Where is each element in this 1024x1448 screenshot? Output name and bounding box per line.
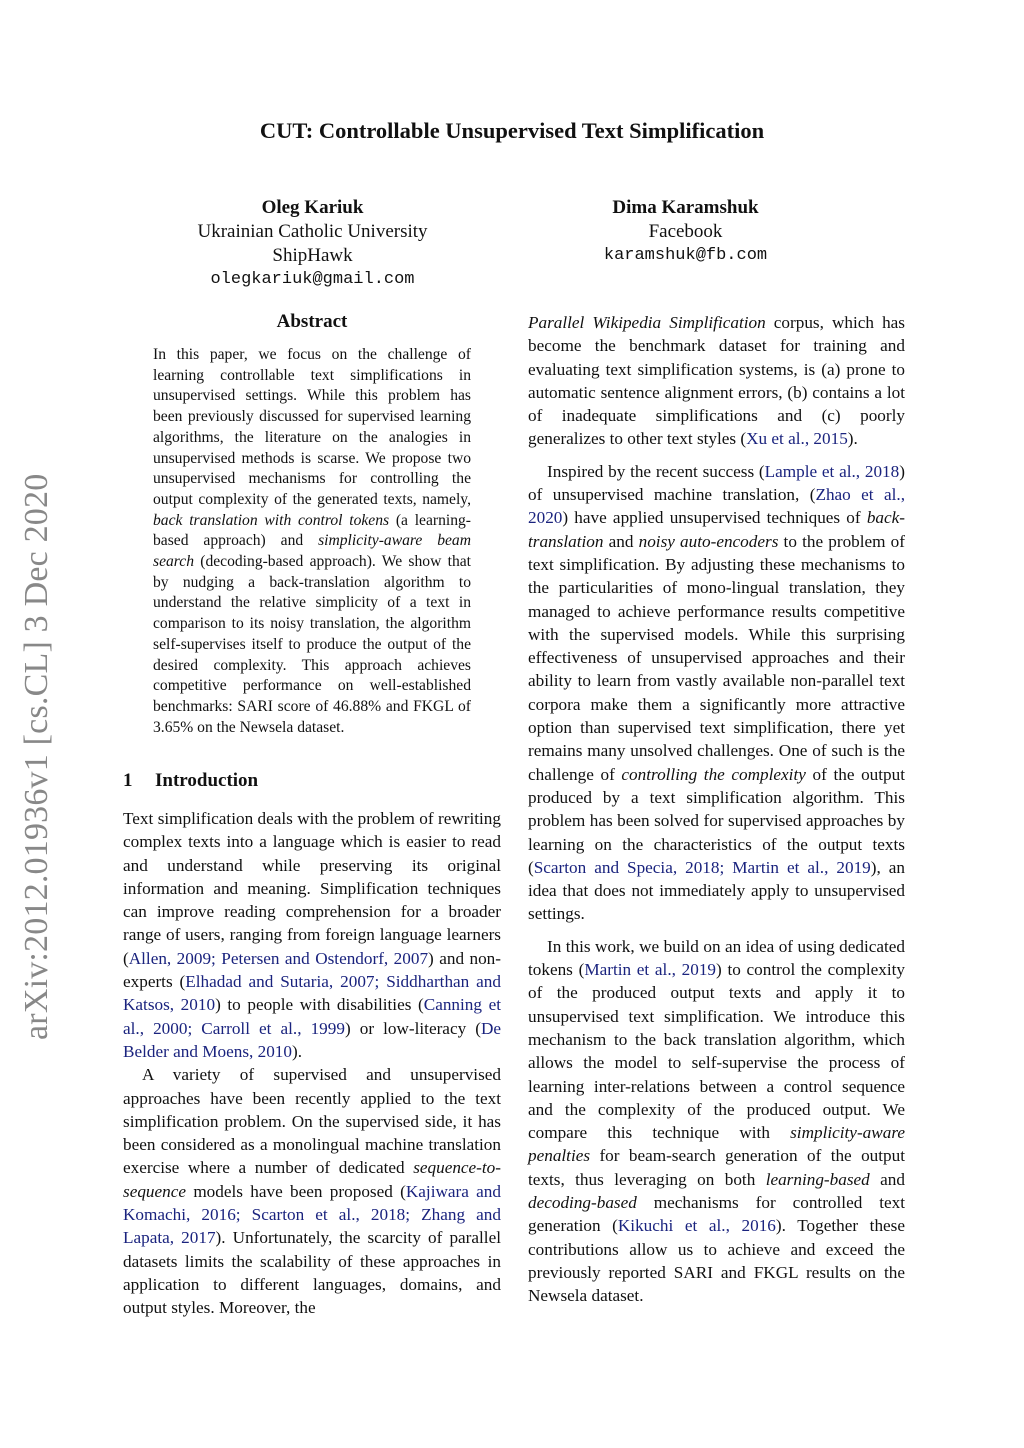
section-heading [123, 770, 503, 792]
author-block-1 [120, 196, 505, 292]
paragraph: A variety of supervised and unsupervised approaches have been recently applied to the text simplification problem. On the supervised side, it has been considered as a monolingual machine translation exercise where a number of dedicated sequence-to-sequence models have been proposed (Kajiwara and Komachi, 2016; Scarton et al., 2018; Zhang and Lapata, 2017). Unfortunately, the scarcity of parallel datasets limits the scalability of these approaches in application to different languages, domains, and output styles. Moreover, the [123, 1065, 501, 1318]
paragraph: Parallel Wikipedia Simplification corpus, which has become the benchmark dataset for training and evaluating text simplification systems, is (a) prone to automatic sentence alignment errors, (b) contains a lot of inadequate simplifications and (c) poorly generalizes to other text styles (Xu et al., 2015). [528, 313, 905, 449]
author-affiliation: ShipHawk [272, 245, 353, 266]
right-column [528, 311, 905, 1307]
author-name: Dima Karamshuk [612, 197, 759, 218]
citation-link[interactable]: Allen, 2009; Petersen and Ostendorf, 2007 [128, 948, 429, 968]
citation-link[interactable]: Scarton and Specia, 2018; Martin et al., 2019 [533, 857, 871, 877]
author-block-2 [528, 196, 843, 268]
paragraph: Inspired by the recent success (Lample et al., 2018) of unsupervised machine translation, (Zhao et al., 2020) have applied unsupervised techniques of back-translation and noisy auto-encoders to the problem of text simplification. By adjusting these mechanisms to the particularities of mono-lingual translation, they managed to achieve performance results competitive with the supervised models. While this surprising effectiveness of unsupervised approaches and their ability to learn from vastly available non-parallel text corpora make them a significantly more attractive option than supervised text simplification, there yet remains many unsolved challenges. One of such is the challenge of controlling the complexity of the output produced by a text simplification algorithm. This problem has been solved for supervised approaches by learning on the characteristics of the output texts (Scarton and Specia, 2018; Martin et al., 2019), an idea that does not immediately apply to unsupervised settings. [528, 461, 906, 924]
arxiv-stamp: arXiv:2012.01936v1 [cs.CL] 3 Dec 2020 [18, 473, 55, 1040]
abstract-heading: Abstract [276, 311, 348, 332]
author-affiliation: Facebook [648, 221, 723, 242]
citation-link[interactable]: Martin et al., 2019 [584, 960, 717, 980]
citation-link[interactable]: De Belder and Moens, 2010 [123, 1018, 501, 1061]
left-column [123, 807, 501, 1320]
citation-link[interactable]: Kajiwara and Komachi, 2016; Scarton et al., 2018; Zhang and Lapata, 2017 [123, 1181, 501, 1248]
abstract-text: In this paper, we focus on the challenge of learning controllable text simplifications in unsupervised settings. While this problem has been previously discussed for supervised learning algorithms, the literature on the analogies in unsupervised methods is scarse. We propose two unsupervised mechanisms for controlling the output complexity of the generated texts, namely, back translation with control tokens (a learning-based approach) and simplicity-aware beam search (decoding-based approach). We show that by nudging a back-translation algorithm to understand the relative simplicity of a text in comparison to its noisy translation, the algorithm self-supervises itself to produce the output of the desired complexity. This approach achieves competitive performance on well-established benchmarks: SARI score of 46.88% and FKGL of 3.65% on the Newsela dataset. [153, 346, 471, 736]
citation-link[interactable]: Elhadad and Sutaria, 2007; Siddharthan and Katsos, 2010 [123, 972, 501, 1015]
citation-link[interactable]: Zhao et al., 2020 [528, 485, 905, 528]
section-title: Introduction [155, 770, 259, 791]
paragraph: Text simplification deals with the problem of rewriting complex texts into a language which is easier to read and understand while preserving its original information and meaning. Simplification techniques can improve reading comprehension for a broader range of users, ranging from foreign language learners (Allen, 2009; Petersen and Ostendorf, 2007) and non-experts (Elhadad and Sutaria, 2007; Siddharthan and Katsos, 2010) to people with disabilities (Canning et al., 2000; Carroll et al., 1999) or low-literacy (De Belder and Moens, 2010). [123, 809, 501, 1061]
section-number: 1 [123, 770, 133, 791]
citation-link[interactable]: Lample et al., 2018 [764, 461, 900, 481]
paper-title: CUT: Controllable Unsupervised Text Simplification [259, 118, 765, 143]
citation-link[interactable]: Xu et al., 2015 [746, 429, 848, 449]
author-email[interactable]: olegkariuk@gmail.com [210, 270, 415, 289]
author-email[interactable]: karamshuk@fb.com [603, 246, 768, 265]
paragraph: In this work, we build on an idea of using dedicated tokens (Martin et al., 2019) to control the complexity of the produced output texts and apply it to unsupervised text simplification. We introduce this mechanism to the back translation algorithm, which allows the model to self-supervise the process of learning inter-relations between a control sequence and the complexity of the produced output. We compare this technique with simplicity-aware penalties for beam-search generation of the output texts, thus leveraging on both learning-based and decoding-based mechanisms for controlled text generation (Kikuchi et al., 2016). Together these contributions allow us to achieve and exceed the previously reported SARI and FKGL results on the Newsela dataset. [528, 936, 906, 1306]
author-affiliation: Ukrainian Catholic University [197, 221, 428, 242]
author-name: Oleg Kariuk [261, 197, 364, 218]
citation-link[interactable]: Canning et al., 2000; Carroll et al., 1999 [123, 995, 501, 1038]
citation-link[interactable]: Kikuchi et al., 2016 [617, 1216, 776, 1236]
